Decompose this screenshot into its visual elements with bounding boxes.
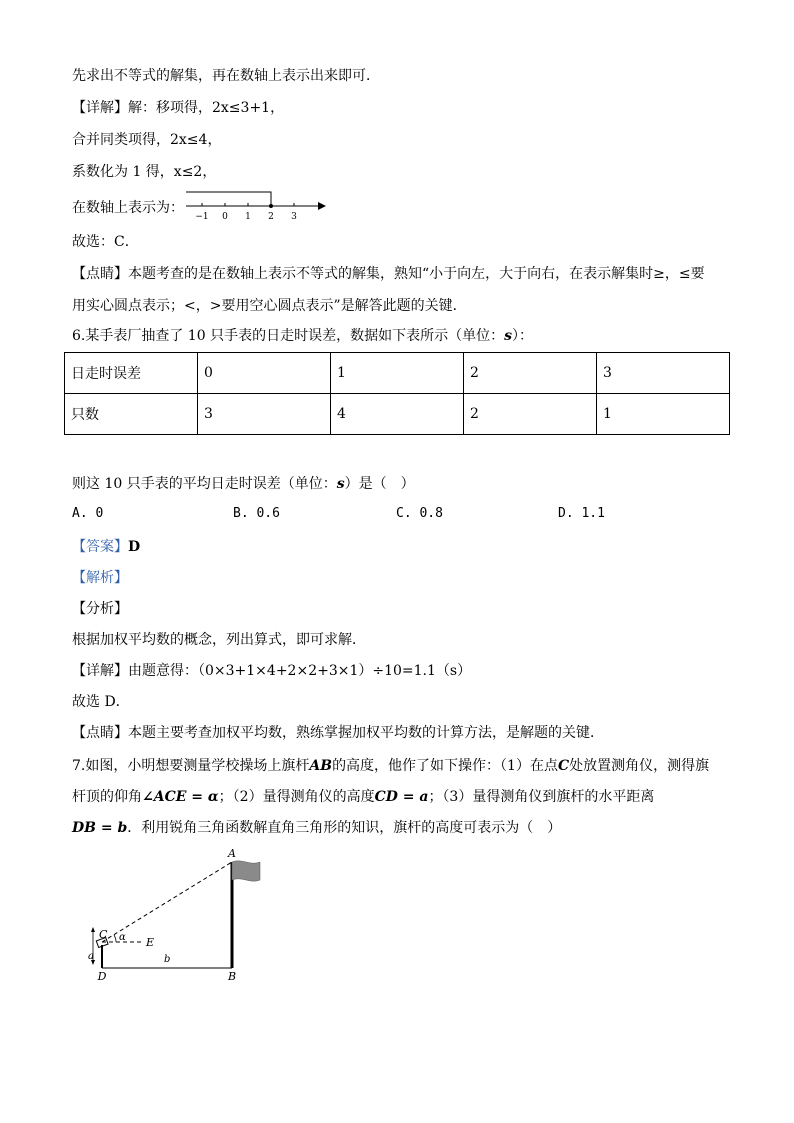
comment-label: 【点睛】 [72, 266, 128, 282]
options-row [72, 506, 712, 526]
answer-line: 故选：C． [72, 234, 139, 250]
table-row [65, 394, 730, 435]
detail-text: 由题意得：（0×3+1×4+2×2+3×1）÷10=1.1（s） [128, 663, 472, 679]
math-cd: CD = a [374, 789, 429, 805]
tick-label: −1 [195, 212, 209, 222]
table-cell: 日走时误差 [65, 353, 198, 394]
option-b[interactable]: B. 0.6 [233, 506, 280, 521]
tick-label: 1 [245, 212, 251, 222]
detail-line-1 [72, 98, 284, 118]
q6-stem: 6.某手表厂抽查了 10 只手表的日走时误差，数据如下表所示（单位：s）： [72, 328, 533, 344]
table-cell: 1 [597, 394, 730, 435]
table-cell: 3 [198, 394, 331, 435]
detail-label: 【详解】 [72, 663, 128, 679]
answer-block [72, 537, 140, 557]
table-cell: 3 [597, 353, 730, 394]
detail-label: 【详解】 [72, 100, 128, 116]
math-db: DB = b [72, 820, 128, 836]
point-b-label: B [227, 970, 237, 983]
comment-block [72, 723, 604, 743]
comment-line-2: 用实心圆点表示；<，>要用空心圆点表示”是解答此题的关键． [72, 298, 467, 314]
intro-text: 先求出不等式的解集，再在数轴上表示出来即可． [72, 68, 380, 84]
angle-alpha-label: α [119, 932, 126, 943]
comment-label: 【点睛】 [72, 725, 128, 741]
answer-label: 【答案】 [72, 539, 128, 555]
detail-text: 解：移项得，2x≤3+1， [128, 100, 285, 116]
choose-line: 故选 D． [72, 694, 130, 710]
q6-question: 则这 10 只手表的平均日走时误差（单位：s）是（ ） [72, 476, 415, 492]
tick-label: 3 [291, 212, 297, 222]
detail-block [72, 661, 471, 681]
error-table [64, 352, 730, 435]
analysis-label: 【解析】 [72, 570, 128, 586]
option-d[interactable]: D. 1.1 [558, 506, 605, 521]
point-a-label: A [228, 847, 236, 860]
answer-value: D [128, 539, 141, 555]
math-angle: ∠ACE = α [142, 789, 219, 805]
option-a[interactable]: A. 0 [72, 506, 104, 521]
table-cell: 2 [464, 353, 597, 394]
distance-b-label: b [164, 954, 171, 965]
flagpole-figure [80, 842, 280, 987]
math-ab: AB [309, 758, 333, 774]
tick-label: 2 [268, 212, 274, 222]
table-cell: 只数 [65, 394, 198, 435]
analyze-label: 【分析】 [72, 601, 128, 617]
unit-symbol: s [504, 328, 512, 344]
table-cell: 4 [331, 394, 464, 435]
number-line-label: 在数轴上表示为： [72, 200, 184, 216]
tick-label: 0 [222, 212, 228, 222]
q7-line-1: 7.如图，小明想要测量学校操场上旗杆AB的高度，他作了如下操作：（1）在点C处放置测角仪，测得旗 [72, 758, 710, 774]
math-c: C [557, 758, 570, 774]
table-cell: 1 [331, 353, 464, 394]
unit-symbol: s [336, 476, 345, 492]
combine-line: 合并同类项得，2x≤4， [72, 132, 222, 148]
q7-line-2: 杆顶的仰角∠ACE = α；（2）量得测角仪的高度CD = a；（3）量得测角仪到旗杆的水平距离 [72, 789, 655, 805]
table-cell: 0 [198, 353, 331, 394]
table-cell: 2 [464, 394, 597, 435]
coefficient-line: 系数化为 1 得，x≤2， [72, 164, 217, 180]
comment-text: 本题主要考查加权平均数，熟练掌握加权平均数的计算方法，是解题的关键． [128, 725, 604, 741]
point-d-label: D [97, 970, 107, 983]
height-a-label: a [88, 951, 94, 962]
comment-line-1 [72, 264, 705, 284]
q7-line-3: DB = b．利用锐角三角函数解直角三角形的知识，旗杆的高度可表示为（ ） [72, 820, 562, 836]
comment-text: 本题考查的是在数轴上表示不等式的解集，熟知“小于向左，大于向右，在表示解集时≥，≤要 [128, 266, 705, 282]
option-c[interactable]: C. 0.8 [396, 506, 443, 521]
point-e-label: E [146, 936, 155, 949]
point-c-label: C [99, 928, 108, 941]
number-line-figure [182, 188, 332, 224]
analyze-text: 根据加权平均数的概念，列出算式，即可求解． [72, 632, 366, 648]
table-row [65, 353, 730, 394]
